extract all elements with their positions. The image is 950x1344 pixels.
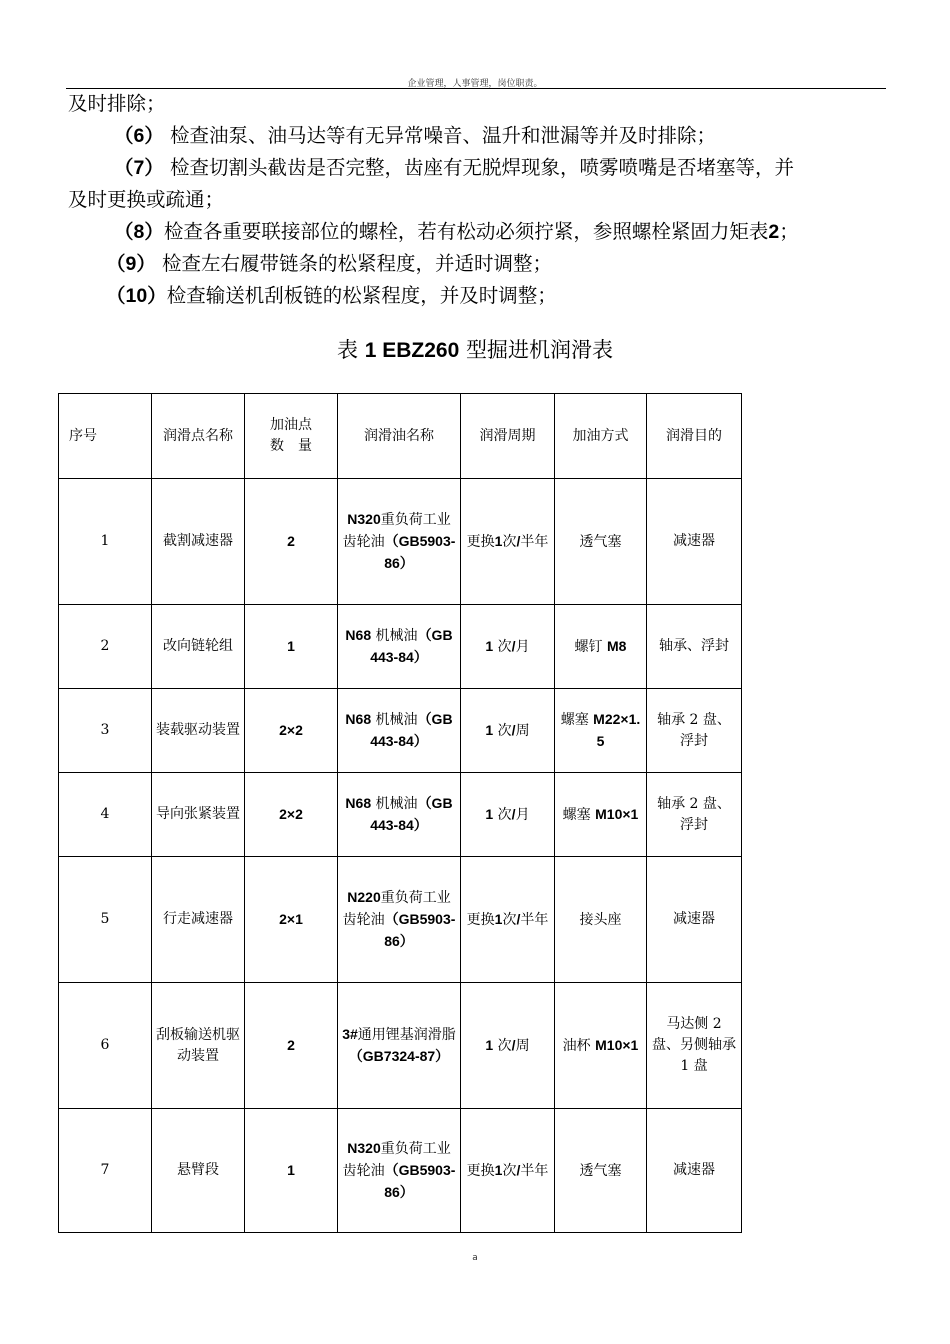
item-number: （10） <box>106 285 167 307</box>
header-method: 加油方式 <box>555 394 647 479</box>
cell-cycle <box>461 983 555 1109</box>
cell-point: 刮板输送机驱动装置 <box>152 983 245 1109</box>
paragraph-line <box>68 120 886 152</box>
method-type: 螺钉 <box>574 638 607 655</box>
cycle-unit: 次 <box>493 806 512 823</box>
lubrication-table <box>58 393 742 1233</box>
cell-oil <box>338 1109 461 1233</box>
cell-seq: 4 <box>59 773 152 857</box>
oil-standard: （GB443-84） <box>370 710 453 749</box>
body-text <box>68 88 886 312</box>
cell-purpose: 减速器 <box>647 857 742 983</box>
method-type: 螺塞 <box>562 806 596 823</box>
cycle-period: 周 <box>515 722 530 739</box>
cell-purpose: 轴承 2 盘、浮封 <box>647 773 742 857</box>
cell-point: 悬臂段 <box>152 1109 245 1233</box>
method-spec: M8 <box>607 637 627 654</box>
oil-grade: N68 <box>345 794 372 811</box>
cycle-period: 半年 <box>520 1162 549 1179</box>
cell-cycle <box>461 857 555 983</box>
cycle-slash: / <box>511 721 516 738</box>
cell-cycle <box>461 479 555 605</box>
header-point: 润滑点名称 <box>152 394 245 479</box>
caption-title: 型掘进机润滑表 <box>465 338 613 362</box>
cell-oil <box>338 689 461 773</box>
cycle-period: 月 <box>515 806 530 823</box>
cell-point: 改向链轮组 <box>152 605 245 689</box>
table-header-row <box>59 394 742 479</box>
cell-qty: 2 <box>245 983 338 1109</box>
oil-grade: N320 <box>347 1139 381 1156</box>
cell-purpose: 轴承 2 盘、浮封 <box>647 689 742 773</box>
oil-name: 重负荷工业齿轮油 <box>342 889 451 928</box>
oil-grade: N68 <box>345 710 372 727</box>
oil-standard: （GB5903-86） <box>384 532 456 571</box>
item-number: （6） <box>114 125 164 147</box>
method-spec: M22×1.5 <box>593 710 641 749</box>
cell-qty: 1 <box>245 605 338 689</box>
method-type: 接头座 <box>579 911 622 928</box>
method-type: 透气塞 <box>579 1162 622 1179</box>
cycle-unit: 次 <box>493 722 512 739</box>
cell-cycle <box>461 1109 555 1233</box>
cycle-period: 周 <box>515 1037 530 1054</box>
header-purpose: 润滑目的 <box>647 394 742 479</box>
header-oil: 润滑油名称 <box>338 394 461 479</box>
item-text: 检查左右履带链条的松紧程度，并适时调整； <box>155 252 553 275</box>
cycle-unit: 次 <box>502 911 517 928</box>
cycle-period: 半年 <box>520 911 549 928</box>
oil-standard: （GB5903-86） <box>384 910 456 949</box>
cycle-unit: 次 <box>502 1162 517 1179</box>
oil-standard: （GB443-84） <box>370 626 453 665</box>
cell-oil <box>338 857 461 983</box>
cycle-count: 1 <box>494 910 503 927</box>
table-row <box>59 1109 742 1233</box>
cell-method <box>555 857 647 983</box>
table-row <box>59 689 742 773</box>
paragraph-line <box>68 216 886 248</box>
table-row <box>59 605 742 689</box>
cycle-prefix: 更换 <box>466 533 495 550</box>
cell-cycle <box>461 605 555 689</box>
cell-point: 导向张紧装置 <box>152 773 245 857</box>
cycle-prefix: 更换 <box>466 1162 495 1179</box>
cell-seq: 6 <box>59 983 152 1109</box>
method-type: 螺塞 <box>560 711 594 728</box>
cycle-slash: / <box>511 637 516 654</box>
cell-method <box>555 773 647 857</box>
cell-seq: 2 <box>59 605 152 689</box>
table-caption <box>0 334 950 364</box>
paragraph-line: 及时更换或疏通； <box>68 188 225 211</box>
method-type: 透气塞 <box>579 533 622 550</box>
paragraph-line: 及时排除； <box>68 92 166 115</box>
cell-method <box>555 605 647 689</box>
cycle-count: 1 <box>485 1036 494 1053</box>
method-spec: M10×1 <box>595 805 639 822</box>
item-number: （9） <box>106 253 156 275</box>
cycle-count: 1 <box>494 532 503 549</box>
cycle-period: 半年 <box>520 533 549 550</box>
oil-grade: 3# <box>342 1025 358 1042</box>
cell-qty: 2 <box>245 479 338 605</box>
cell-qty: 2×2 <box>245 689 338 773</box>
item-number: （8） <box>114 221 164 243</box>
cell-method <box>555 479 647 605</box>
cycle-count: 1 <box>494 1161 503 1178</box>
table-row <box>59 857 742 983</box>
header-seq: 序号 <box>59 394 152 479</box>
cycle-count: 1 <box>485 805 494 822</box>
cell-point: 截割减速器 <box>152 479 245 605</box>
header-qty-line1: 加油点 <box>270 417 312 433</box>
page-footer: a <box>472 1253 478 1263</box>
oil-name: 重负荷工业齿轮油 <box>342 511 451 550</box>
paragraph-line <box>68 152 886 184</box>
cycle-unit: 次 <box>493 638 512 655</box>
oil-standard: （GB443-84） <box>370 794 453 833</box>
cycle-unit: 次 <box>502 533 517 550</box>
cell-seq: 7 <box>59 1109 152 1233</box>
cell-seq: 5 <box>59 857 152 983</box>
method-type: 油杯 <box>562 1037 596 1054</box>
oil-name: 机械油 <box>371 627 418 644</box>
table-row <box>59 773 742 857</box>
cell-purpose: 轴承、浮封 <box>647 605 742 689</box>
caption-number: 1 EBZ260 <box>364 339 460 362</box>
cycle-count: 1 <box>485 637 494 654</box>
cycle-prefix: 更换 <box>466 911 495 928</box>
page-header: 企业管理，人事管理，岗位职责。 <box>407 79 543 89</box>
cell-oil <box>338 773 461 857</box>
header-qty-line2: 数 量 <box>270 438 312 454</box>
cycle-period: 月 <box>515 638 530 655</box>
oil-name: 通用锂基润滑脂 <box>357 1026 456 1043</box>
item-text: 检查切割头截齿是否完整，齿座有无脱焊现象，喷雾喷嘴是否堵塞等，并 <box>163 156 795 179</box>
header-qty <box>245 394 338 479</box>
table-row <box>59 479 742 605</box>
cell-seq: 3 <box>59 689 152 773</box>
item-text-end: ； <box>779 220 799 243</box>
cell-method <box>555 1109 647 1233</box>
cell-qty: 2×2 <box>245 773 338 857</box>
cell-qty: 1 <box>245 1109 338 1233</box>
oil-name: 机械油 <box>371 711 418 728</box>
cell-oil <box>338 983 461 1109</box>
cell-oil <box>338 605 461 689</box>
paragraph-line <box>68 248 886 280</box>
caption-prefix: 表 <box>337 338 359 362</box>
cycle-slash: / <box>516 910 521 927</box>
header-cycle: 润滑周期 <box>461 394 555 479</box>
table-reference: 2 <box>768 221 780 243</box>
cell-method <box>555 689 647 773</box>
cycle-count: 1 <box>485 721 494 738</box>
cell-cycle <box>461 689 555 773</box>
cycle-slash: / <box>516 1161 521 1178</box>
item-number: （7） <box>114 157 164 179</box>
cell-point: 装载驱动装置 <box>152 689 245 773</box>
cell-purpose: 减速器 <box>647 479 742 605</box>
cell-purpose: 马达侧 2 盘、另侧轴承 1 盘 <box>647 983 742 1109</box>
cell-oil <box>338 479 461 605</box>
cycle-slash: / <box>516 532 521 549</box>
oil-grade: N68 <box>345 626 372 643</box>
cycle-unit: 次 <box>493 1037 512 1054</box>
cell-qty: 2×1 <box>245 857 338 983</box>
cell-cycle <box>461 773 555 857</box>
oil-name: 机械油 <box>371 795 418 812</box>
cell-method <box>555 983 647 1109</box>
item-text: 检查各重要联接部位的螺栓，若有松动必须拧紧，参照螺栓紧固力矩表 <box>163 220 769 243</box>
oil-grade: N320 <box>347 510 381 527</box>
oil-name: 重负荷工业齿轮油 <box>342 1140 451 1179</box>
cell-point: 行走减速器 <box>152 857 245 983</box>
cycle-slash: / <box>511 1036 516 1053</box>
item-text: 检查油泵、油马达等有无异常噪音、温升和泄漏等并及时排除； <box>163 124 717 147</box>
cell-purpose: 减速器 <box>647 1109 742 1233</box>
oil-standard: （GB5903-86） <box>384 1161 456 1200</box>
oil-grade: N220 <box>347 888 381 905</box>
item-text: 检查输送机刮板链的松紧程度，并及时调整； <box>166 284 557 307</box>
oil-standard: （GB7324-87） <box>348 1047 450 1064</box>
table-row <box>59 983 742 1109</box>
paragraph-line <box>68 280 886 312</box>
method-spec: M10×1 <box>595 1036 639 1053</box>
cycle-slash: / <box>511 805 516 822</box>
cell-seq: 1 <box>59 479 152 605</box>
